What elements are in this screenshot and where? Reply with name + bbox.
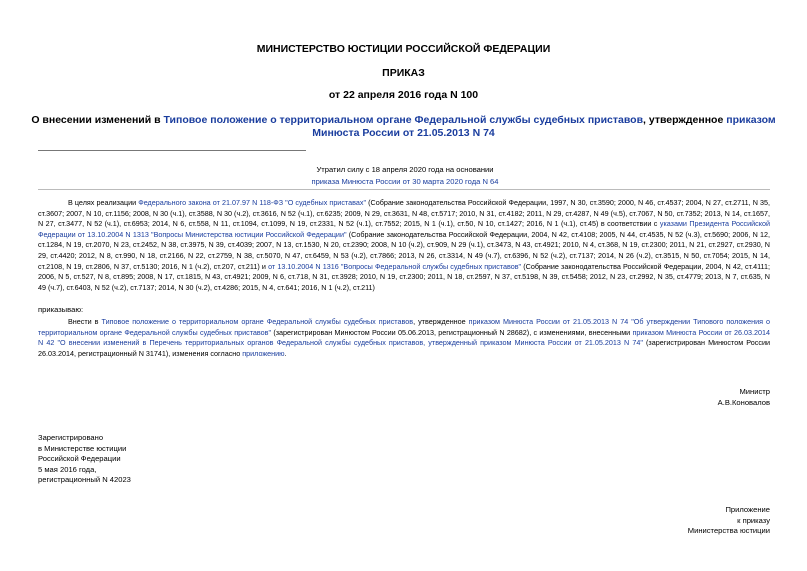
divider-short <box>38 150 306 151</box>
body-link-order-74[interactable]: приказом Минюста России от 21.05.2013 N 74 "Об утверждении Типового положения о территориальном органе Федеральной службы судебных приставов" <box>38 317 771 337</box>
preamble-text-3: (Собрание законодательства Российской Федерации, 2004, N 42, ст.4108; 2005, N 44, ст.4535, N 52 (ч.3), ст.5690; 2006, N 12, ст.1284, N 19, ст.2070, N 23, ст.2452, N 38, ст.3975, N 39, ст.4039; 2007, N 13, ст.1530, N 20, ст.2390; 2008, N 10 (ч.2), ст.909, N 29 (ч.1), ст.3473, N 43, ст.4921; 2010, N 4, ст.368, N 19, ст.2300; 2011, N 21, ст.2927, ст.2930, N 29, ст.4420; 2012, N 8, ст.990, N 18, ст.2166, N 22, ст.2759, N 38, ст.5070, N 47, ст.6459, N 53 (ч.2), ст.7866; 2013, N 26, ст.3314, N 49 (ч.7), ст.6396, N 52 (ч.2), ст.7137; 2014, N 26 (ч.2), ст.3515, N 50, ст.7054; 2015, N 14, ст.2108, N 19, ст.2806, N 37, ст.5130; 2016, N 1 (ч.2), ст.207, ст.211) и <box>38 229 770 271</box>
preamble-link-federal-law[interactable]: Федерального закона от 21.07.97 N 118-ФЗ "О судебных приставах" <box>138 198 367 207</box>
registration-line-1: Зарегистрировано <box>38 433 104 442</box>
order-word: приказываю: <box>38 305 84 314</box>
appendix-line-3: Министерства юстиции <box>687 526 770 536</box>
title-text-2: , утвержденное <box>643 114 727 126</box>
signature-position: Министр <box>739 387 770 396</box>
divider-long <box>38 189 770 190</box>
body-text-3: (зарегистрирован Минюстом России 05.06.2013, регистрационный N 28682), с изменениями, внесенными <box>271 327 633 337</box>
signature-block <box>570 387 770 408</box>
body-link-order-42[interactable]: приказом Минюста России от 26.03.2014 N 42 "О внесении изменений в Перечень территориальных органов Федеральной службы судебных приставов, утвержденный приказом Минюста России от 21.05.2013 N 74" <box>38 327 770 348</box>
doc-type-heading: ПРИКАЗ <box>382 67 425 79</box>
status-link-order-64[interactable]: приказа Минюста России от 30 марта 2020 года N 64 <box>311 177 499 186</box>
body-text-2: , утвержденное <box>413 317 469 326</box>
title-text-1: О внесении изменений в <box>31 114 164 126</box>
body-text-5: . <box>284 348 287 358</box>
registration-line-3: Российской Федерации <box>38 454 121 464</box>
registration-line-2: в Министерстве юстиции <box>38 443 127 453</box>
signature-name: А.В.Коновалов <box>717 397 770 407</box>
body-paragraph <box>38 317 770 359</box>
document-title <box>30 114 777 140</box>
title-link-order-74[interactable]: приказом Минюста России от 21.05.2013 N 74 <box>312 114 776 139</box>
preamble-paragraph <box>38 198 770 293</box>
doc-date-number: от 22 апреля 2016 года N 100 <box>328 89 479 101</box>
appendix-block <box>570 505 770 537</box>
body-link-appendix[interactable]: приложению <box>242 348 285 358</box>
status-note <box>280 164 530 188</box>
ministry-heading: МИНИСТЕРСТВО ЮСТИЦИИ РОССИЙСКОЙ ФЕДЕРАЦИИ <box>256 43 551 55</box>
preamble-link-decree-1313[interactable]: указами Президента Российской Федерации от 13.10.2004 N 1313 "Вопросы Министерства юстиции Российской Федерации" <box>38 219 770 239</box>
registration-block <box>38 433 131 486</box>
registration-line-4: 5 мая 2016 года, <box>38 464 97 474</box>
body-text-1: Внести в <box>68 317 102 326</box>
title-link-standard-regulation[interactable]: Типовое положение о территориальном органе Федеральной службы судебных приставов <box>163 114 644 126</box>
preamble-text-4: (Собрание законодательства Российской Федерации, 2004, N 42, ст.4111; 2006, N 5, ст.527, N 8, ст.895; 2008, N 17, ст.1815, N 43, ст.4921; 2009, N 6, ст.718, N 31, ст.3928; 2010, N 19, ст.2300; 2011, N 18, ст.2597, N 37, ст.5198, N 39, ст.5458; 2012, N 23, ст.2992, N 35, ст.4779; 2013, N 7, ст.635, N 49 (ч.7), ст.6403, N 52 (ч.2), ст.7137; 2014, N 30 (ч.2), ст.4286; 2015, N 4, ст.641; 2016, N 1 (ч.2), ст.211) <box>38 261 770 292</box>
preamble-link-decree-1316[interactable]: от 13.10.2004 N 1316 "Вопросы Федеральной службы судебных приставов" <box>268 261 522 271</box>
registration-line-5: регистрационный N 42023 <box>38 475 131 485</box>
body-text-4: (зарегистрирован Минюстом России 26.03.2014, регистрационный N 31741), изменения согласно <box>38 338 770 358</box>
status-line: Утратил силу с 18 апреля 2020 года на основании <box>316 165 494 174</box>
appendix-line-2: к приказу <box>737 515 770 525</box>
preamble-text-1: В целях реализации <box>68 198 139 207</box>
body-link-standard-regulation[interactable]: Типовое положение о территориальном органе Федеральной службы судебных приставов <box>101 317 414 326</box>
preamble-text-2: (Собрание законодательства Российской Федерации, 1997, N 30, ст.3590; 2000, N 46, ст.4537; 2004, N 27, ст.2711, N 35, ст.3607; 2007, N 10, ст.1156; 2008, N 30 (ч.1), ст.3588, N 30 (ч.2), ст.3616, N 52 (ч.1), ст.6235; 2009, N 29, ст.3631, N 48, ст.5717; 2010, N 31, ст.4182; 2011, N 29, ст.4287, N 49 (ч.5), ст.7067, N 50, ст.7352; 2013, N 14, ст.1657, N 27, ст.3477, N 52 (ч.1), ст.6953; 2014, N 6, ст.558, N 11, ст.1094, ст.1099, N 19, ст.2331, N 52 (ч.1), ст.7552; 2015, N 1 (ч.1), ст.50, N 10, ст.1427; 2016, N 1 (ч.1), ст.45) в соответствии с <box>38 198 771 229</box>
appendix-line-1: Приложение <box>725 505 770 514</box>
